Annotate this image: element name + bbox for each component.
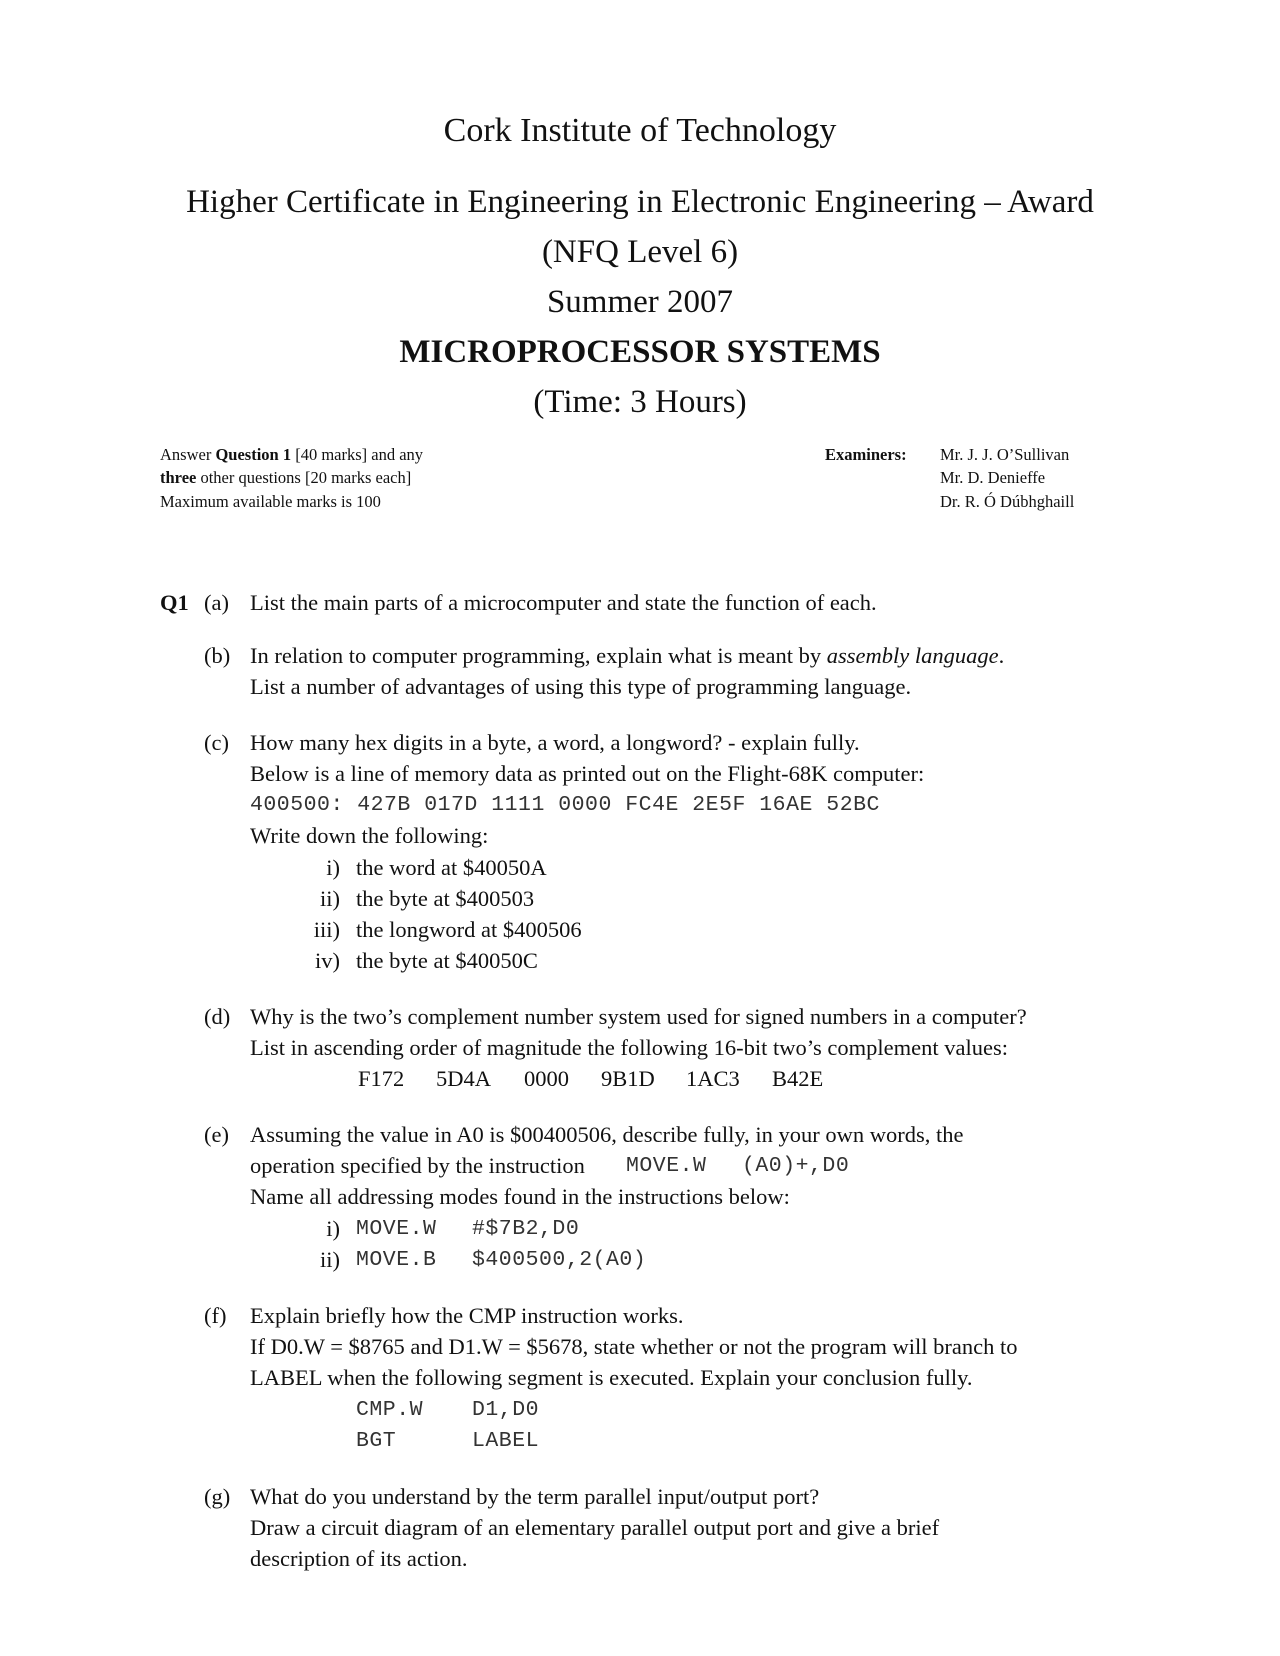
part-label-f: (f) <box>204 1303 227 1328</box>
instructions-line-3: Maximum available marks is 100 <box>160 492 381 511</box>
instruction-operands: (A0)+,D0 <box>742 1154 850 1178</box>
part-a-text: List the main parts of a microcomputer and state the function of each. <box>250 590 877 615</box>
part-e-line-3: Name all addressing modes found in the instructions below: <box>250 1184 790 1209</box>
part-label-d: (d) <box>204 1004 231 1029</box>
instruction-opcode: MOVE.B <box>356 1248 437 1272</box>
hex-value: F172 <box>358 1066 405 1091</box>
part-c-line-3: Write down the following: <box>250 823 489 848</box>
list-item: the longword at $400506 <box>356 917 582 942</box>
item-number: i) <box>326 1216 340 1241</box>
instruction-opcode: MOVE.W <box>626 1154 707 1178</box>
instructions-line-1: Answer Question 1 [40 marks] and any <box>160 445 424 464</box>
part-b-line-1: In relation to computer programming, explain what is meant by assembly language. <box>250 643 1005 668</box>
part-f-line-2: If D0.W = $8765 and D1.W = $5678, state whether or not the program will branch to <box>250 1334 1018 1359</box>
part-f-line-1: Explain briefly how the CMP instruction works. <box>250 1303 684 1328</box>
level-title: (NFQ Level 6) <box>541 234 739 270</box>
item-number: iii) <box>313 917 340 942</box>
hex-value: B42E <box>772 1066 824 1091</box>
examiner-name: Mr. D. Denieffe <box>940 468 1046 487</box>
item-number: i) <box>326 855 340 880</box>
hex-value: 0000 <box>524 1066 569 1091</box>
part-label-a: (a) <box>204 590 229 615</box>
part-g-line-1: What do you understand by the term parallel input/output port? <box>250 1484 820 1509</box>
hex-value: 9B1D <box>601 1066 655 1091</box>
code-operands: D1,D0 <box>472 1398 540 1422</box>
list-item: the byte at $40050C <box>356 948 538 973</box>
hex-value: 1AC3 <box>686 1066 740 1091</box>
memory-dump: 400500: 427B 017D 1111 0000 FC4E 2E5F 16AE 52BC <box>250 793 880 817</box>
part-f-line-3: LABEL when the following segment is executed. Explain your conclusion fully. <box>250 1365 973 1390</box>
part-g-line-2: Draw a circuit diagram of an elementary parallel output port and give a brief <box>250 1515 940 1540</box>
list-item: the word at $40050A <box>356 855 547 880</box>
instructions-line-2: three other questions [20 marks each] <box>160 468 412 487</box>
list-item: the byte at $400503 <box>356 886 535 911</box>
part-label-e: (e) <box>204 1122 229 1147</box>
part-label-g: (g) <box>204 1484 231 1509</box>
part-label-c: (c) <box>204 730 229 755</box>
programme-title: Higher Certificate in Engineering in Electronic Engineering – Award <box>186 184 1094 220</box>
part-g-line-3: description of its action. <box>250 1546 468 1571</box>
part-d-line-2: List in ascending order of magnitude the following 16-bit two’s complement values: <box>250 1035 1008 1060</box>
part-b-line-2: List a number of advantages of using this type of programming language. <box>250 674 912 699</box>
code-operands: LABEL <box>472 1429 540 1453</box>
part-c-line-2: Below is a line of memory data as printed out on the Flight-68K computer: <box>250 761 925 786</box>
subject-title: MICROPROCESSOR SYSTEMS <box>399 334 881 370</box>
instruction-opcode: MOVE.W <box>356 1217 437 1241</box>
session-title: Summer 2007 <box>546 284 734 320</box>
question-number: Q1 <box>160 590 189 615</box>
item-number: ii) <box>320 1247 340 1272</box>
part-e-line-1: Assuming the value in A0 is $00400506, describe fully, in your own words, the <box>250 1122 964 1147</box>
examiner-name: Dr. R. Ó Dúbhghaill <box>940 492 1075 511</box>
examiners-label: Examiners: <box>825 445 907 464</box>
hex-value: 5D4A <box>436 1066 491 1091</box>
instruction-operands: $400500,2(A0) <box>472 1248 647 1272</box>
instruction-operands: #$7B2,D0 <box>472 1217 580 1241</box>
examiner-name: Mr. J. J. O’Sullivan <box>940 445 1070 464</box>
code-opcode: BGT <box>356 1429 397 1453</box>
code-opcode: CMP.W <box>356 1398 424 1422</box>
time-title: (Time: 3 Hours) <box>533 384 747 420</box>
part-label-b: (b) <box>204 643 231 668</box>
part-c-line-1: How many hex digits in a byte, a word, a longword? - explain fully. <box>250 730 860 755</box>
item-number: ii) <box>320 886 340 911</box>
part-e-line-2: operation specified by the instruction <box>250 1153 585 1178</box>
part-d-line-1: Why is the two’s complement number system used for signed numbers in a computer? <box>250 1004 1027 1029</box>
institute-title: Cork Institute of Technology <box>443 112 837 149</box>
item-number: iv) <box>315 948 340 973</box>
